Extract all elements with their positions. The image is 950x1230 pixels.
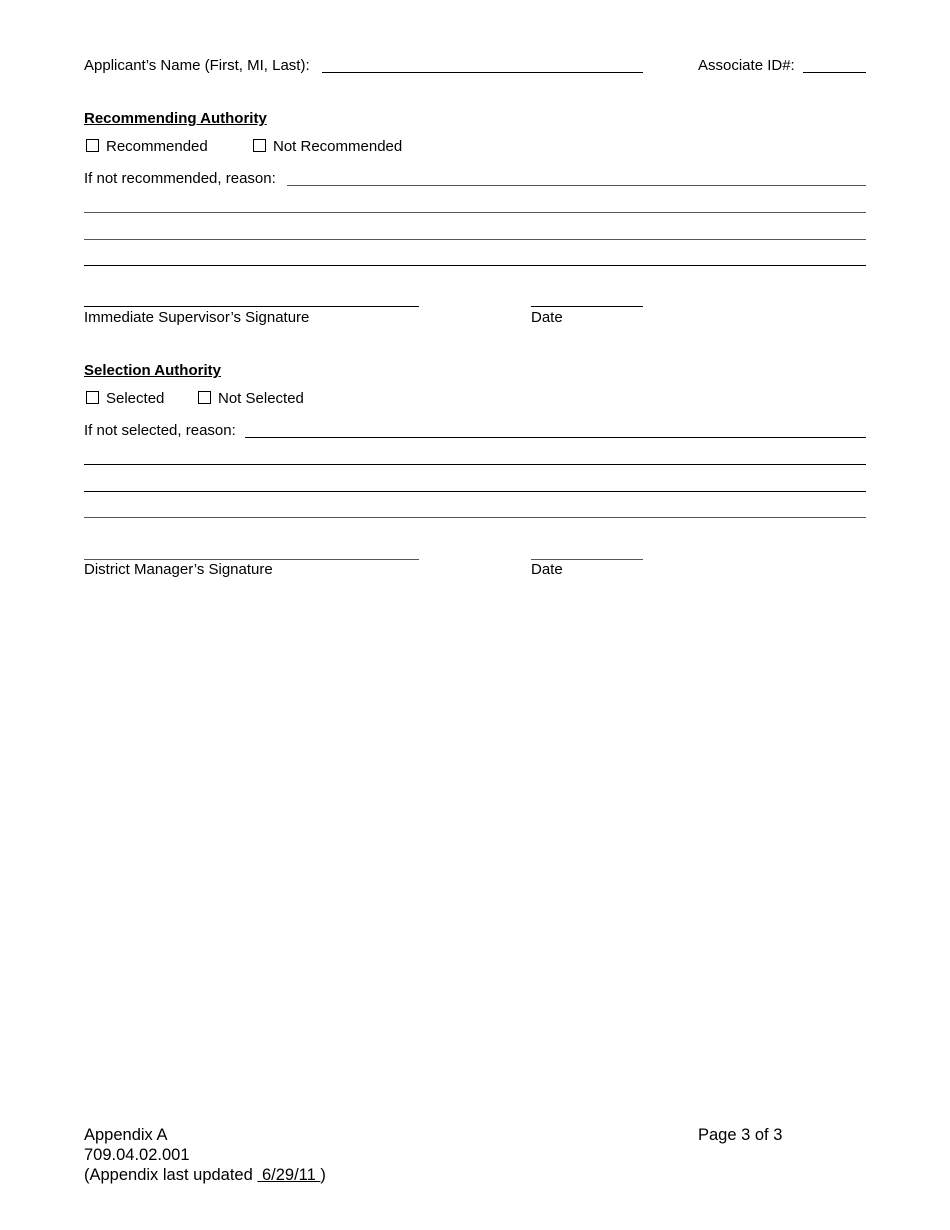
appendix-updated-prefix: (Appendix last updated: [84, 1166, 253, 1184]
recommended-checkbox[interactable]: [86, 139, 99, 152]
not-selected-label: Not Selected: [218, 390, 304, 407]
recommending-authority-heading: Recommending Authority: [84, 110, 267, 127]
supervisor-signature-field[interactable]: [84, 306, 419, 307]
associate-id-label: Associate ID#:: [698, 57, 795, 74]
supervisor-date-label: Date: [531, 309, 563, 326]
not-selected-reason-field[interactable]: [245, 437, 866, 438]
reason-line[interactable]: [84, 517, 866, 518]
not-selected-checkbox[interactable]: [198, 391, 211, 404]
selected-checkbox[interactable]: [86, 391, 99, 404]
not-selected-reason-label: If not selected, reason:: [84, 422, 236, 439]
selection-authority-heading: Selection Authority: [84, 362, 221, 379]
not-recommended-reason-label: If not recommended, reason:: [84, 170, 276, 187]
not-recommended-reason-field[interactable]: [287, 185, 866, 186]
district-manager-signature-label: District Manager’s Signature: [84, 561, 273, 578]
reason-line[interactable]: [84, 239, 866, 240]
applicant-name-field[interactable]: [322, 72, 643, 73]
selected-label: Selected: [106, 390, 165, 407]
document-code: 709.04.02.001: [84, 1146, 190, 1164]
district-manager-date-label: Date: [531, 561, 563, 578]
recommended-label: Recommended: [106, 138, 208, 155]
supervisor-date-field[interactable]: [531, 306, 643, 307]
reason-line[interactable]: [84, 212, 866, 213]
district-manager-date-field[interactable]: [531, 559, 643, 560]
appendix-updated-date: 6/29/11: [257, 1166, 321, 1184]
applicant-name-label: Applicant’s Name (First, MI, Last):: [84, 57, 310, 74]
appendix-updated: [84, 1166, 326, 1185]
district-manager-signature-field[interactable]: [84, 559, 419, 560]
not-recommended-label: Not Recommended: [273, 138, 403, 155]
associate-id-field[interactable]: [803, 72, 866, 73]
appendix-updated-suffix: ): [320, 1166, 326, 1184]
reason-line[interactable]: [84, 464, 866, 465]
supervisor-signature-label: Immediate Supervisor’s Signature: [84, 309, 310, 326]
appendix-label: Appendix A: [84, 1126, 168, 1144]
page-number: Page 3 of 3: [698, 1126, 783, 1144]
not-recommended-checkbox[interactable]: [253, 139, 266, 152]
reason-line[interactable]: [84, 491, 866, 492]
reason-line[interactable]: [84, 265, 866, 266]
